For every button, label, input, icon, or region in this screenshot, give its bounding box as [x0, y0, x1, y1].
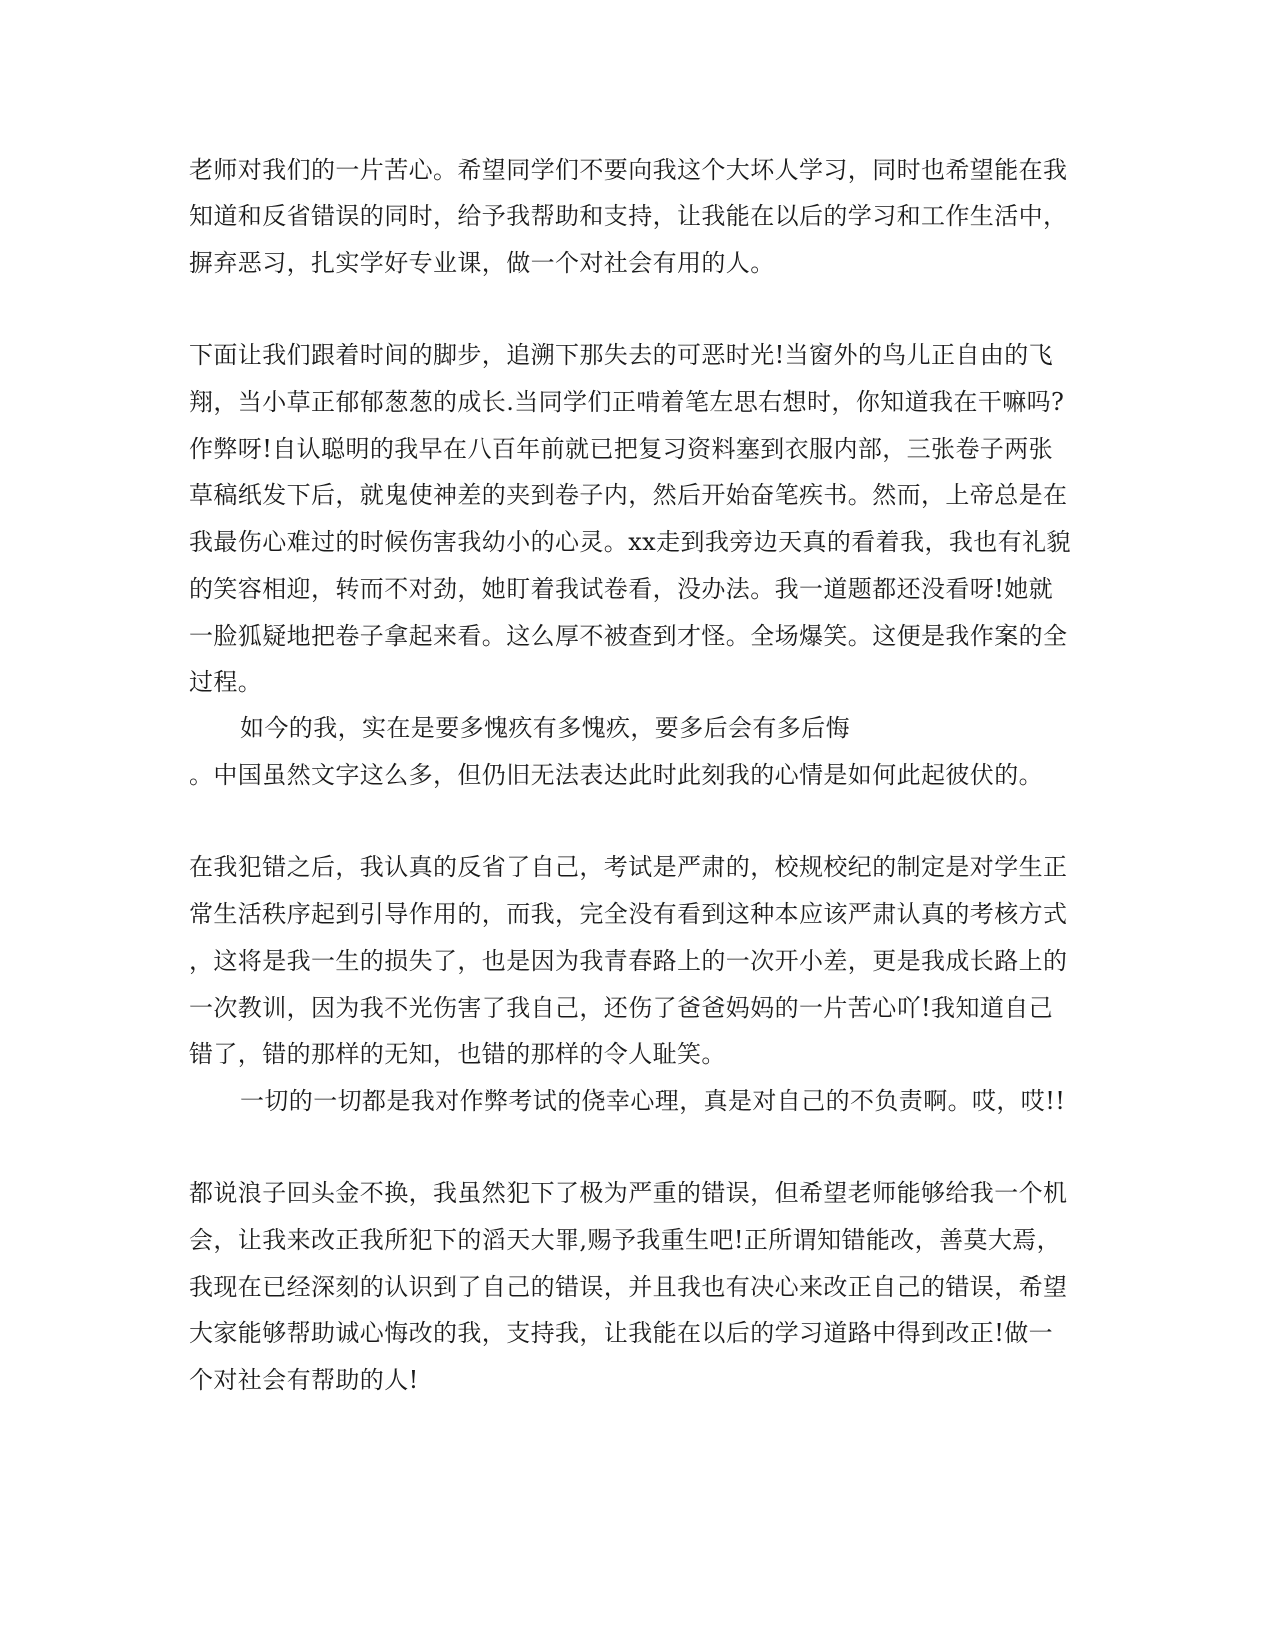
- text-line: 如今的我，实在是要多愧疚有多愧疚，要多后会有多后悔: [240, 714, 850, 742]
- text-line: 摒弃恶习，扎实学好专业课，做一个对社会有用的人。: [189, 249, 775, 277]
- text-line: 大家能够帮助诚心悔改的我，支持我，让我能在以后的学习道路中得到改正!做一: [189, 1319, 1054, 1347]
- text-line: 都说浪子回头金不换，我虽然犯下了极为严重的错误，但希望老师能够给我一个机: [189, 1179, 1068, 1207]
- text-line: 下面让我们跟着时间的脚步，追溯下那失去的可恶时光!当窗外的鸟儿正自由的飞: [189, 341, 1054, 369]
- text-line: 会，让我来改正我所犯下的滔天大罪,赐予我重生吧!正所谓知错能改，善莫大焉，: [189, 1226, 1062, 1254]
- text-line: 我最伤心难过的时候伤害我幼小的心灵。xx走到我旁边天真的看着我，我也有礼貌: [189, 528, 1071, 556]
- text-line: 。中国虽然文字这么多，但仍旧无法表达此时此刻我的心情是如何此起彼伏的。: [189, 761, 1043, 789]
- text-line: 个对社会有帮助的人!: [189, 1366, 419, 1394]
- text-line: 一次教训，因为我不光伤害了我自己，还伤了爸爸妈妈的一片苦心吖!我知道自己: [189, 994, 1054, 1022]
- text-line: 常生活秩序起到引导作用的，而我，完全没有看到这种本应该严肃认真的考核方式: [189, 900, 1068, 928]
- text-line: 错了，错的那样的无知，也错的那样的令人耻笑。: [189, 1040, 726, 1068]
- text-line: 过程。: [189, 668, 263, 696]
- text-line: 老师对我们的一片苦心。希望同学们不要向我这个大坏人学习，同时也希望能在我: [189, 156, 1068, 184]
- text-line: 我现在已经深刻的认识到了自己的错误，并且我也有决心来改正自己的错误，希望: [189, 1273, 1068, 1301]
- text-line: 作弊呀!自认聪明的我早在八百年前就已把复习资料塞到衣服内部，三张卷子两张: [189, 435, 1054, 463]
- text-line: 的笑容相迎，转而不对劲，她盯着我试卷看，没办法。我一道题都还没看呀!她就: [189, 575, 1054, 603]
- text-line: 知道和反省错误的同时，给予我帮助和支持，让我能在以后的学习和工作生活中，: [189, 202, 1068, 230]
- text-line: 在我犯错之后，我认真的反省了自己，考试是严肃的，校规校纪的制定是对学生正: [189, 853, 1068, 881]
- text-line: 翔，当小草正郁郁葱葱的成长.当同学们正啃着笔左思右想时，你知道我在干嘛吗?: [189, 388, 1065, 416]
- text-line: 一脸狐疑地把卷子拿起来看。这么厚不被查到才怪。全场爆笑。这便是我作案的全: [189, 622, 1068, 650]
- text-line: 草稿纸发下后，就鬼使神差的夹到卷子内，然后开始奋笔疾书。然而，上帝总是在: [189, 481, 1068, 509]
- text-line: ，这将是我一生的损失了，也是因为我青春路上的一次开小差，更是我成长路上的: [189, 947, 1068, 975]
- text-line: 一切的一切都是我对作弊考试的侥幸心理，真是对自己的不负责啊。哎，哎!!: [240, 1087, 1066, 1115]
